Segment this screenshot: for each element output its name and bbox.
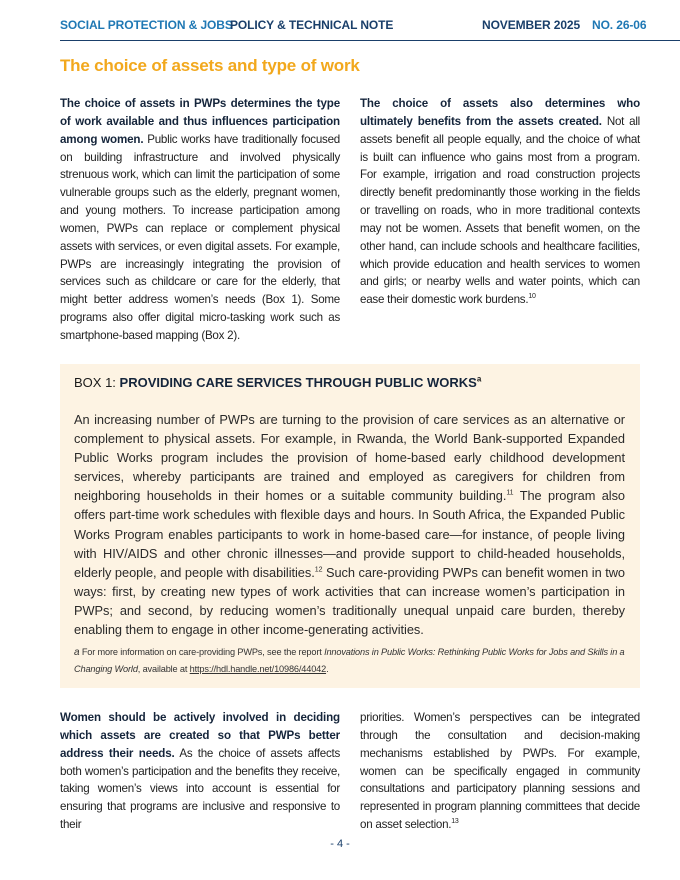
paragraph-body: Public works have traditionally focused on building infrastructure and involved physically strenuous work, which can limit the participation of some vulnerable groups such as the elderly, pregnant women, and young mothers. To increase participation among women, PWPs can replace or complement physical assets with services, or even digital assets. For example, PWPs are increasingly integrating the provision of services such as childcare or care for the elderly, that might better address women’s needs (Box 1). Some programs also offer digital micro-tasking work such as smartphone-based mapping (Box 2). [60, 132, 340, 342]
note-number: NO. 26-06 [592, 18, 647, 32]
paragraph-women-involvement [60, 709, 340, 834]
paragraph-beneficiaries [360, 95, 640, 309]
box-heading: PROVIDING CARE SERVICES THROUGH PUBLIC WORKS [119, 375, 477, 390]
paragraph-women-perspectives [360, 709, 640, 834]
page-number: - 4 - [330, 838, 350, 850]
note-text: , available at [137, 664, 190, 674]
box-1-care-services [60, 364, 640, 688]
series-name: SOCIAL PROTECTION & JOBS [60, 18, 233, 32]
paragraph-lead: The choice of assets in PWPs determines the type of work available and thus influences participation among women. [60, 97, 340, 146]
paragraph-body: priorities. Women’s perspectives can be integrated through the consultation and decision-making mechanisms established by PWPs. For example, women can be specifically engaged in community consultations and participatory planning sessions and represented in program planning committees that decide on asset selection. [360, 711, 640, 832]
paragraph-lead: Women should be actively involved in deciding which assets are created so that PWPs better address their needs. [60, 711, 340, 760]
report-link[interactable]: https://hdl.handle.net/10986/44042 [189, 664, 327, 674]
paragraph-body: Not all assets benefit all people equally, and the choice of what is built can influence who gains most from a program. For example, irrigation and road construction projects directly benefit predominantly those working in the fields or travelling on roads, who in more traditional contexts may not be women. Assets that benefit women, on the other hand, can include schools and healthcare facilities, which provide education and health services to women and girls; or nearby wells and water points, which can ease their domestic work burdens. [360, 114, 640, 307]
footnote-ref: 10 [528, 293, 536, 301]
section-title: The choice of assets and type of work [60, 56, 360, 75]
note-marker: a [74, 647, 80, 658]
document-type: POLICY & TECHNICAL NOTE [230, 18, 394, 32]
box-text-part: Such care-providing PWPs can benefit women in two ways: first, by creating new types of work activities that can increase women’s participation in PWPs; and second, by reducing women’s traditionally unequal unpaid care burden, thereby enabling them to engage in other income-generating activities. [74, 564, 625, 638]
page-header [60, 16, 680, 41]
box-title [74, 375, 481, 390]
box-title-ref: a [476, 374, 482, 384]
report-title: Innovations in Public Works: Rethinking Public Works for Jobs and Skills in a Changing World [74, 647, 625, 674]
footnote-ref: 13 [451, 818, 459, 826]
paragraph-asset-choice [60, 95, 340, 345]
note-text: For more information on care-providing PWPs, see the report [79, 647, 325, 657]
paragraph-lead: The choice of assets also determines who ultimately benefits from the assets created. [360, 97, 640, 128]
box-text-part: The program also offers part-time work schedules with flexible days and hours. In South Africa, the Expanded Public Works Program enables participants to work in home-based care—for instance, of people living with HIV/AIDS and other chronic illnesses—and provide support to child-headed households, elderly people, and people with disabilities. [74, 488, 625, 580]
note-text: . [326, 664, 329, 674]
footnote-ref: 11 [506, 490, 514, 498]
box-note [74, 644, 625, 678]
publication-date: NOVEMBER 2025 [482, 18, 581, 32]
footnote-ref: 12 [314, 566, 323, 574]
box-label: BOX 1: [74, 375, 120, 390]
box-text-part: An increasing number of PWPs are turning to the provision of care services as an alternative or complement to physical assets. For example, in Rwanda, the World Bank-supported Expanded Public Works program includes the provision of home-based early childhood development services, whereby participants are trained and employed as caregivers for children from neighboring households in their homes or a suitable community building. [74, 412, 625, 504]
paragraph-body: As the choice of assets affects both women’s participation and the benefits they receive, taking women’s views into account is essential for ensuring that programs are inclusive and responsive to their [60, 746, 341, 832]
box-body [74, 410, 625, 639]
